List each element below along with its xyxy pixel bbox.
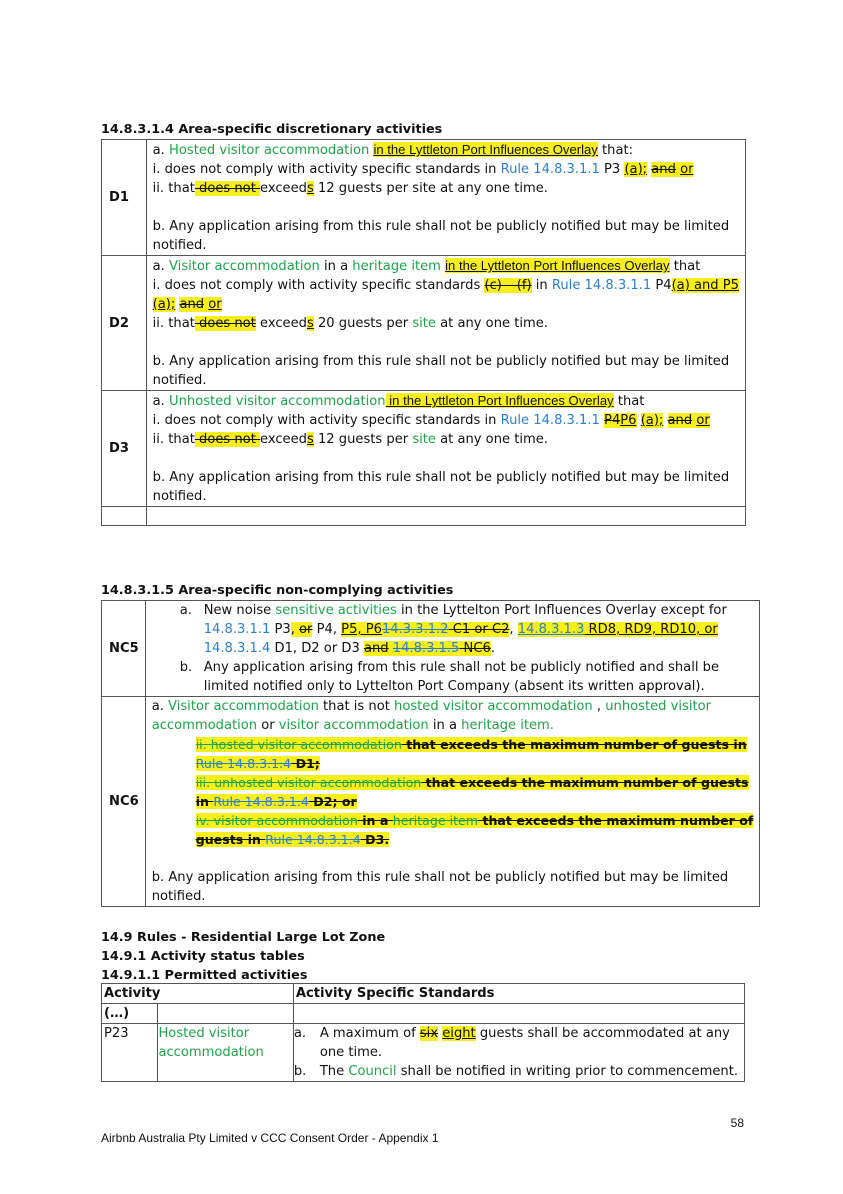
heading-permitted: 14.9.1.1 Permitted activities	[101, 968, 308, 983]
non-complying-table	[101, 600, 760, 907]
table-row-d1	[102, 140, 746, 256]
column-header-activity: Activity	[102, 984, 294, 1004]
section-heading-discretionary: 14.8.3.1.4 Area-specific discretionary activities	[101, 122, 443, 137]
activity-name: Hosted visitor accommodation	[158, 1024, 293, 1082]
discretionary-table	[101, 139, 746, 526]
table-row-p23	[102, 1024, 745, 1082]
heading-activity-status: 14.9.1 Activity status tables	[101, 949, 305, 964]
rule-code: NC5	[102, 601, 146, 697]
rule-code: NC6	[102, 697, 146, 907]
rule-text: a. Hosted visitor accommodation in the Lyttleton Port Influences Overlay that: i. does not comply with activity specific standards in Rule 14.8.3.1.1 P3 (a); and or ii. that does not exceeds 12 guests per site at any one time. b. Any application arising from this rule shall not be publicly notified but may be limited notified.	[146, 140, 745, 256]
permitted-activities-table	[101, 983, 745, 1082]
table-row-d2	[102, 256, 746, 391]
rule-text: a. Visitor accommodation that is not hosted visitor accommodation , unhosted visitor accommodation or visitor accommodation in a heritage item. ii. hosted visitor accommodation that exceeds the maximum number of guests in Rule 14.8.3.1.4 D1; iii. unhosted visitor accommodation that exceeds the maximum number of guests in Rule 14.8.3.1.4 D2; or iv. visitor accommodation in a heritage item that exceeds the maximum number of guests in Rule 14.8.3.1.4 D3. b. Any application arising from this rule shall not be publicly notified but may be limited notified.	[145, 697, 760, 907]
table-header-row	[102, 984, 745, 1004]
rule-text: a. Unhosted visitor accommodation in the Lyttleton Port Influences Overlay that i. does not comply with activity specific standards in Rule 14.8.3.1.1 P4P6 (a); and or ii. that does not exceeds 12 guests per site at any one time. b. Any application arising from this rule shall not be publicly notified but may be limited notified.	[146, 391, 745, 507]
table-row-nc6	[102, 697, 760, 907]
rule-code: D2	[102, 256, 147, 391]
section-heading-large-lot	[101, 928, 385, 985]
rule-code: D3	[102, 391, 147, 507]
rule-code: D1	[102, 140, 147, 256]
footer-text: Airbnb Australia Pty Limited v CCC Consent Order - Appendix 1	[101, 1131, 439, 1145]
table-row-ellipsis	[102, 1004, 745, 1024]
rule-text: a. New noise sensitive activities in the Lyttelton Port Influences Overlay except for 14.8.3.1.1 P3, or P4, P5, P614.3.3.1.2 C1 or C2, 14.8.3.1.3 RD8, RD9, RD10, or 14.8.3.1.4 D1, D2 or D3 and 14.8.3.1.5 NC6. b. Any application arising from this rule shall not be publicly notified and shall be limited notified only to Lyttelton Port Company (absent its written approval).	[145, 601, 760, 697]
table-row-nc5	[102, 601, 760, 697]
table-row-d3	[102, 391, 746, 507]
rule-text: a. Visitor accommodation in a heritage item in the Lyttleton Port Influences Overlay that i. does not comply with activity specific standards (c) – (f) in Rule 14.8.3.1.1 P4(a) and P5 (a); and or ii. that does not exceeds 20 guests per site at any one time. b. Any application arising from this rule shall not be publicly notified but may be limited notified.	[146, 256, 745, 391]
ellipsis-cell: (…)	[102, 1004, 158, 1024]
section-heading-non-complying: 14.8.3.1.5 Area-specific non-complying activities	[101, 583, 454, 598]
page-number: 58	[730, 1116, 744, 1130]
column-header-standards: Activity Specific Standards	[293, 984, 744, 1004]
rule-code: P23	[102, 1024, 158, 1082]
table-row-empty	[102, 507, 746, 526]
heading-rules: 14.9 Rules - Residential Large Lot Zone	[101, 930, 386, 945]
activity-standards: a. A maximum of six eight guests shall be accommodated at any one time. b. The Council shall be notified in writing prior to commencement.	[293, 1024, 744, 1082]
